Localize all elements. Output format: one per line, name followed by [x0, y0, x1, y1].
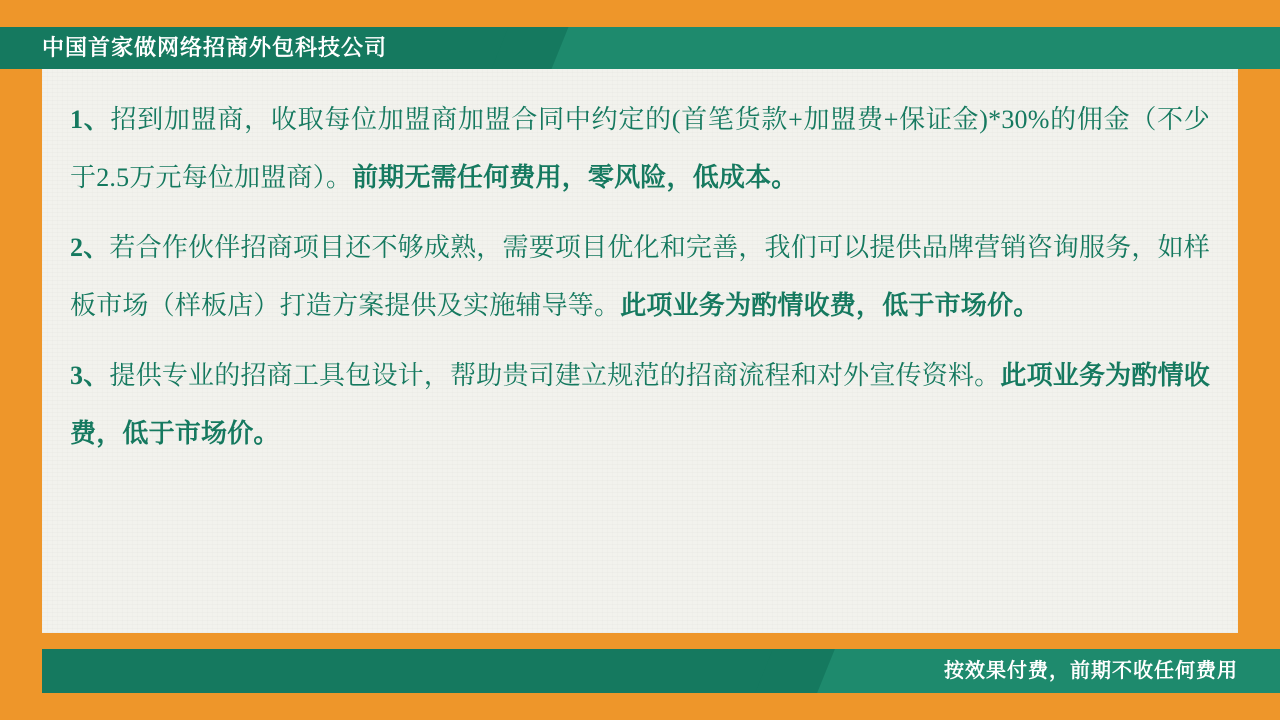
header-bar-light-band	[530, 27, 1280, 69]
paragraph-2	[70, 219, 1210, 335]
paragraph-1-emphasis: 前期无需任何费用，零风险，低成本。	[352, 163, 798, 192]
paragraph-2-text: 若合作伙伴招商项目还不够成熟，需要项目优化和完善，我们可以提供品牌营销咨询服务，如样板市场（样板店）打造方案提供及实施辅导等。	[70, 233, 1211, 320]
page-title: 中国首家做网络招商外包科技公司	[42, 35, 388, 60]
paragraph-1	[70, 91, 1210, 207]
footer-tagline: 按效果付费，前期不收任何费用	[944, 660, 1238, 682]
paragraph-3	[70, 347, 1210, 463]
paragraph-1-number: 1、	[70, 105, 111, 134]
paragraph-3-number: 3、	[70, 361, 110, 390]
content-panel	[42, 69, 1238, 633]
paragraph-1-text: 招到加盟商，收取每位加盟商加盟合同中约定的(首笔货款+加盟费+保证金)*30%的佣金（不少于2.5万元每位加盟商）。	[70, 105, 1210, 192]
paragraph-3-text: 提供专业的招商工具包设计，帮助贵司建立规范的招商流程和对外宣传资料。	[109, 361, 1001, 390]
paragraph-2-number: 2、	[70, 233, 110, 262]
paragraph-3-emphasis: 此项业务为酌情收费，低于市场价。	[70, 361, 1210, 448]
paragraph-2-emphasis: 此项业务为酌情收费，低于市场价。	[620, 291, 1040, 320]
